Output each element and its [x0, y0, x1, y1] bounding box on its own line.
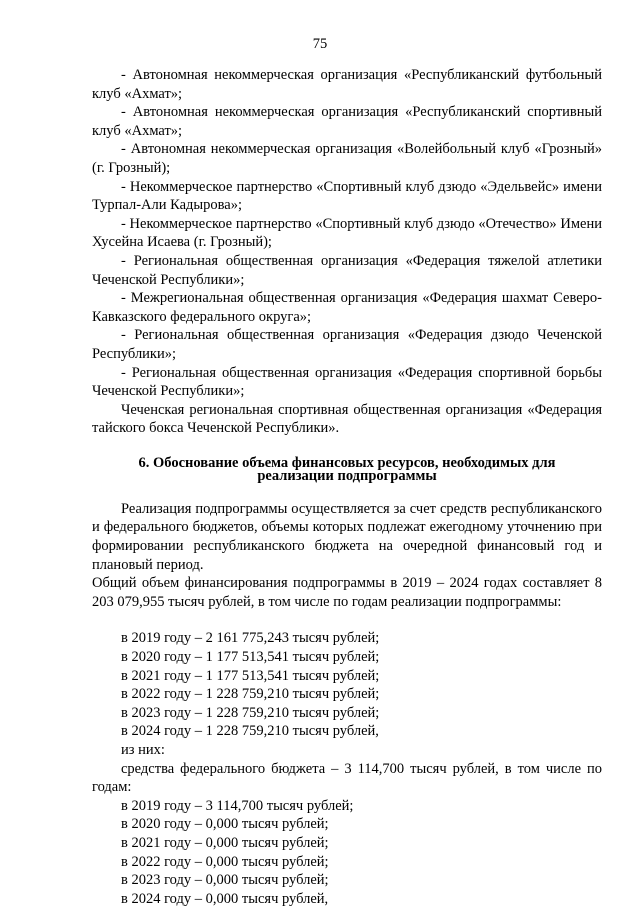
of-them-label: из них:: [121, 742, 165, 758]
year-funding-line: в 2022 году – 1 228 759,210 тысяч рублей;: [121, 686, 380, 703]
year-funding-line: в 2024 году – 0,000 тысяч рублей,: [121, 890, 329, 907]
federal-funding-by-year: [92, 797, 602, 908]
year-funding-line: в 2021 году – 0,000 тысяч рублей;: [121, 834, 329, 851]
year-funding-line: в 2020 году – 0,000 тысяч рублей;: [121, 816, 329, 833]
org-list-item: Чеченская региональная спортивная общественная организация «Федерация тайского бокса Чеченской Республики».: [92, 401, 602, 437]
year-funding-line: в 2020 году – 1 177 513,541 тысяч рублей;: [121, 649, 380, 666]
org-list-item: - Автономная некоммерческая организация «Волейбольный клуб «Грозный» (г. Грозный);: [92, 141, 602, 176]
section-paragraph: Общий объем финансирования подпрограммы в 2019 – 2024 годах составляет 8 203 079,955 тысяч рублей, в том числе по годам реализации подпрограммы:: [92, 575, 602, 610]
year-funding-line: в 2023 году – 1 228 759,210 тысяч рублей;: [121, 704, 380, 721]
org-list-item: - Межрегиональная общественная организация «Федерация шахмат Северо-Кавказского федерального округа»;: [92, 290, 602, 325]
org-list-item: - Автономная некоммерческая организация «Республиканский спортивный клуб «Ахмат»;: [92, 104, 602, 139]
org-list-item: - Региональная общественная организация «Федерация дзюдо Чеченской Республики»;: [92, 327, 602, 362]
section-heading: 6. Обоснование объема финансовых ресурсов, необходимых для реализации подпрограммы: [138, 454, 556, 484]
year-funding-line: в 2019 году – 3 114,700 тысяч рублей;: [121, 797, 354, 814]
organization-list: [92, 66, 602, 438]
year-funding-line: в 2023 году – 0,000 тысяч рублей;: [121, 872, 329, 889]
org-list-item: - Автономная некоммерческая организация «Республиканский футбольный клуб «Ахмат»;: [92, 67, 602, 102]
org-list-item: - Некоммерческое партнерство «Спортивный клуб дзюдо «Эдельвейс» имени Турпал-Али Кадырова»;: [92, 178, 602, 214]
federal-funding-intro: средства федерального бюджета – 3 114,700 тысяч рублей, в том числе по годам:: [92, 760, 602, 796]
year-funding-line: в 2021 году – 1 177 513,541 тысяч рублей;: [121, 667, 380, 684]
page-number: 75: [312, 36, 328, 52]
org-list-item: - Некоммерческое партнерство «Спортивный клуб дзюдо «Отечество» Имени Хусейна Исаева (г. Грозный);: [92, 215, 602, 251]
page-content: [92, 66, 602, 908]
year-funding-line: в 2022 году – 0,000 тысяч рублей;: [121, 853, 329, 870]
total-funding-by-year: [92, 629, 602, 759]
section-paragraph: Реализация подпрограммы осуществляется за счет средств республиканского и федерального бюджетов, объемы которых подлежат ежегодному уточнению при формировании республиканского бюджета на очередной финансовый год и плановый период.: [92, 500, 602, 573]
org-list-item: - Региональная общественная организация «Федерация тяжелой атлетики Чеченской Республики»;: [92, 252, 602, 288]
org-list-item: - Региональная общественная организация «Федерация спортивной борьбы Чеченской Республики»;: [92, 364, 602, 400]
year-funding-line: в 2024 году – 1 228 759,210 тысяч рублей,: [121, 723, 379, 740]
year-funding-line: в 2019 году – 2 161 775,243 тысяч рублей;: [121, 630, 380, 647]
